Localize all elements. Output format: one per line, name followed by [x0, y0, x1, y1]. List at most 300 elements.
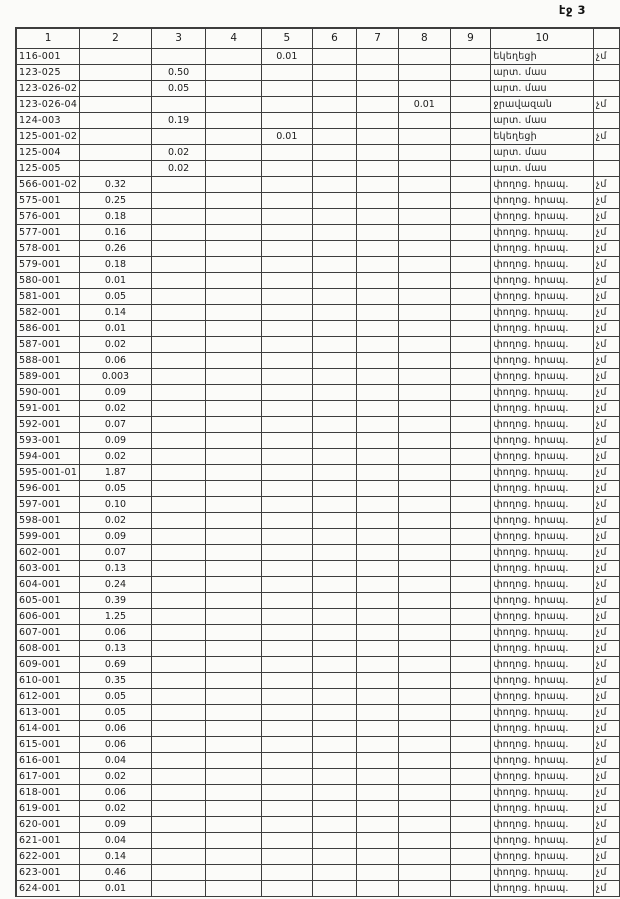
empty-cell: [261, 64, 312, 80]
parcel-code-cell: 588-001: [16, 352, 80, 368]
empty-cell: [398, 624, 450, 640]
land-use-cell: եկեղեցի: [491, 128, 594, 144]
empty-cell: [357, 112, 399, 128]
empty-cell: [450, 160, 491, 176]
empty-cell: [450, 560, 491, 576]
empty-cell: [398, 848, 450, 864]
margin-note: չմ: [594, 48, 620, 64]
table-row: [16, 192, 620, 208]
margin-note: չմ: [594, 848, 620, 864]
empty-cell: [206, 464, 262, 480]
empty-cell: [206, 656, 262, 672]
empty-cell: [312, 864, 357, 880]
empty-cell: [206, 80, 262, 96]
empty-cell: [312, 176, 357, 192]
empty-cell: [357, 720, 399, 736]
parcel-code-cell: 124-003: [16, 112, 80, 128]
empty-cell: [206, 336, 262, 352]
empty-cell: [206, 144, 262, 160]
column-header: 4: [206, 28, 262, 48]
empty-cell: [398, 496, 450, 512]
empty-cell: [261, 368, 312, 384]
empty-cell: [261, 224, 312, 240]
empty-cell: [261, 304, 312, 320]
land-use-cell: փողոց. հրապ.: [491, 608, 594, 624]
column-header: 5: [261, 28, 312, 48]
empty-cell: [357, 144, 399, 160]
empty-cell: [151, 848, 206, 864]
empty-cell: [312, 672, 357, 688]
table-row: [16, 80, 620, 96]
empty-cell: [312, 368, 357, 384]
column-header: 8: [398, 28, 450, 48]
empty-cell: [312, 96, 357, 112]
empty-cell: [80, 160, 152, 176]
land-use-cell: փողոց. հրապ.: [491, 640, 594, 656]
area-value-cell: 1.25: [80, 608, 152, 624]
empty-cell: [450, 672, 491, 688]
land-use-cell: փողոց. հրապ.: [491, 400, 594, 416]
parcel-code-cell: 607-001: [16, 624, 80, 640]
parcel-code-cell: 566-001-02: [16, 176, 80, 192]
margin-note: չմ: [594, 400, 620, 416]
empty-cell: [398, 304, 450, 320]
empty-cell: [261, 464, 312, 480]
table-row: [16, 272, 620, 288]
empty-cell: [357, 176, 399, 192]
empty-cell: [206, 752, 262, 768]
land-use-cell: արտ. մաս: [491, 144, 594, 160]
margin-note: չմ: [594, 448, 620, 464]
table-row: [16, 608, 620, 624]
empty-cell: [206, 480, 262, 496]
empty-cell: [261, 336, 312, 352]
empty-cell: [151, 128, 206, 144]
margin-note: չմ: [594, 656, 620, 672]
table-row: [16, 848, 620, 864]
parcel-code-cell: 598-001: [16, 512, 80, 528]
empty-cell: [312, 800, 357, 816]
empty-cell: [312, 320, 357, 336]
margin-note: չմ: [594, 320, 620, 336]
area-value-cell: 0.01: [80, 880, 152, 896]
area-value-cell: 0.13: [80, 560, 152, 576]
land-use-cell: փողոց. հրապ.: [491, 560, 594, 576]
parcel-code-cell: 594-001: [16, 448, 80, 464]
empty-cell: [261, 544, 312, 560]
empty-cell: [357, 288, 399, 304]
parcel-code-cell: 624-001: [16, 880, 80, 896]
empty-cell: [450, 864, 491, 880]
empty-cell: [151, 704, 206, 720]
page-number: էջ 3: [558, 3, 586, 17]
empty-cell: [398, 416, 450, 432]
empty-cell: [398, 224, 450, 240]
area-value-cell: 0.06: [80, 352, 152, 368]
empty-cell: [357, 736, 399, 752]
area-value-cell: 0.18: [80, 256, 152, 272]
empty-cell: [312, 720, 357, 736]
land-use-cell: փողոց. հրապ.: [491, 720, 594, 736]
empty-cell: [312, 304, 357, 320]
table-row: [16, 144, 620, 160]
empty-cell: [398, 656, 450, 672]
area-value-cell: 0.09: [80, 432, 152, 448]
land-use-cell: արտ. մաս: [491, 64, 594, 80]
empty-cell: [357, 704, 399, 720]
margin-note: չմ: [594, 352, 620, 368]
margin-note: չմ: [594, 736, 620, 752]
empty-cell: [357, 496, 399, 512]
margin-note: չմ: [594, 560, 620, 576]
parcel-code-cell: 579-001: [16, 256, 80, 272]
empty-cell: [312, 240, 357, 256]
area-value-cell: 1.87: [80, 464, 152, 480]
empty-cell: [151, 192, 206, 208]
empty-cell: [357, 448, 399, 464]
table-row: [16, 448, 620, 464]
empty-cell: [312, 480, 357, 496]
empty-cell: [450, 624, 491, 640]
empty-cell: [357, 320, 399, 336]
table-row: [16, 384, 620, 400]
land-use-cell: փողոց. հրապ.: [491, 512, 594, 528]
parcel-code-cell: 581-001: [16, 288, 80, 304]
area-value-cell: 0.01: [261, 48, 312, 64]
empty-cell: [206, 448, 262, 464]
margin-note: չմ: [594, 416, 620, 432]
empty-cell: [357, 560, 399, 576]
empty-cell: [450, 320, 491, 336]
empty-cell: [206, 576, 262, 592]
empty-cell: [450, 128, 491, 144]
empty-cell: [312, 880, 357, 896]
column-header: 6: [312, 28, 357, 48]
empty-cell: [206, 672, 262, 688]
empty-cell: [151, 416, 206, 432]
empty-cell: [261, 480, 312, 496]
land-use-cell: փողոց. հրապ.: [491, 864, 594, 880]
land-use-cell: փողոց. հրապ.: [491, 624, 594, 640]
land-use-cell: փողոց. հրապ.: [491, 288, 594, 304]
empty-cell: [357, 416, 399, 432]
empty-cell: [261, 656, 312, 672]
margin-note: չմ: [594, 704, 620, 720]
parcel-code-cell: 590-001: [16, 384, 80, 400]
margin-note: չմ: [594, 784, 620, 800]
margin-note: չմ: [594, 432, 620, 448]
parcel-code-cell: 123-026-02: [16, 80, 80, 96]
empty-cell: [151, 608, 206, 624]
empty-cell: [312, 64, 357, 80]
empty-cell: [80, 48, 152, 64]
parcel-code-cell: 597-001: [16, 496, 80, 512]
margin-note: չմ: [594, 336, 620, 352]
empty-cell: [206, 864, 262, 880]
empty-cell: [206, 400, 262, 416]
empty-cell: [450, 528, 491, 544]
table-row: [16, 656, 620, 672]
empty-cell: [357, 64, 399, 80]
column-header: 9: [450, 28, 491, 48]
parcel-code-cell: 599-001: [16, 528, 80, 544]
parcel-code-cell: 123-026-04: [16, 96, 80, 112]
empty-cell: [151, 432, 206, 448]
area-value-cell: 0.01: [398, 96, 450, 112]
empty-cell: [151, 592, 206, 608]
empty-cell: [450, 176, 491, 192]
area-value-cell: 0.13: [80, 640, 152, 656]
empty-cell: [312, 656, 357, 672]
parcel-code-cell: 620-001: [16, 816, 80, 832]
empty-cell: [450, 256, 491, 272]
empty-cell: [357, 480, 399, 496]
empty-cell: [261, 384, 312, 400]
table-row: [16, 800, 620, 816]
empty-cell: [261, 432, 312, 448]
margin-note: չմ: [594, 304, 620, 320]
parcel-code-cell: 608-001: [16, 640, 80, 656]
empty-cell: [312, 336, 357, 352]
area-value-cell: 0.06: [80, 736, 152, 752]
margin-note: չմ: [594, 688, 620, 704]
empty-cell: [151, 464, 206, 480]
empty-cell: [450, 752, 491, 768]
empty-cell: [151, 752, 206, 768]
empty-cell: [151, 368, 206, 384]
table-row: [16, 544, 620, 560]
empty-cell: [261, 192, 312, 208]
empty-cell: [357, 656, 399, 672]
area-value-cell: 0.07: [80, 544, 152, 560]
margin-note: չմ: [594, 528, 620, 544]
empty-cell: [357, 336, 399, 352]
land-use-cell: փողոց. հրապ.: [491, 688, 594, 704]
empty-cell: [398, 160, 450, 176]
margin-note: չմ: [594, 640, 620, 656]
empty-cell: [206, 384, 262, 400]
empty-cell: [450, 304, 491, 320]
empty-cell: [206, 272, 262, 288]
area-value-cell: 0.24: [80, 576, 152, 592]
area-value-cell: 0.32: [80, 176, 152, 192]
empty-cell: [357, 688, 399, 704]
empty-cell: [398, 272, 450, 288]
table-row: [16, 240, 620, 256]
column-header: 2: [80, 28, 152, 48]
margin-note: [594, 144, 620, 160]
empty-cell: [261, 816, 312, 832]
empty-cell: [151, 672, 206, 688]
land-use-cell: փողոց. հրապ.: [491, 464, 594, 480]
empty-cell: [151, 832, 206, 848]
parcel-code-cell: 612-001: [16, 688, 80, 704]
empty-cell: [206, 128, 262, 144]
empty-cell: [261, 768, 312, 784]
parcel-code-cell: 576-001: [16, 208, 80, 224]
empty-cell: [312, 576, 357, 592]
empty-cell: [261, 576, 312, 592]
empty-cell: [450, 496, 491, 512]
table-row: [16, 816, 620, 832]
empty-cell: [261, 528, 312, 544]
empty-cell: [261, 672, 312, 688]
empty-cell: [450, 640, 491, 656]
empty-cell: [357, 224, 399, 240]
empty-cell: [398, 528, 450, 544]
margin-note: չմ: [594, 672, 620, 688]
area-value-cell: 0.16: [80, 224, 152, 240]
empty-cell: [206, 320, 262, 336]
area-value-cell: 0.06: [80, 720, 152, 736]
table-row: [16, 592, 620, 608]
empty-cell: [261, 736, 312, 752]
empty-cell: [398, 176, 450, 192]
empty-cell: [206, 800, 262, 816]
empty-cell: [206, 704, 262, 720]
empty-cell: [398, 256, 450, 272]
empty-cell: [357, 672, 399, 688]
empty-cell: [398, 64, 450, 80]
empty-cell: [80, 80, 152, 96]
empty-cell: [151, 688, 206, 704]
margin-note: չմ: [594, 544, 620, 560]
empty-cell: [312, 80, 357, 96]
area-value-cell: 0.39: [80, 592, 152, 608]
table-row: [16, 864, 620, 880]
empty-cell: [312, 112, 357, 128]
empty-cell: [398, 640, 450, 656]
empty-cell: [206, 240, 262, 256]
land-use-cell: փողոց. հրապ.: [491, 544, 594, 560]
empty-cell: [450, 480, 491, 496]
area-value-cell: 0.06: [80, 784, 152, 800]
empty-cell: [261, 720, 312, 736]
empty-cell: [151, 224, 206, 240]
margin-note: [594, 112, 620, 128]
empty-cell: [357, 816, 399, 832]
empty-cell: [312, 288, 357, 304]
table-row: [16, 784, 620, 800]
land-use-cell: փողոց. հրապ.: [491, 672, 594, 688]
empty-cell: [151, 640, 206, 656]
empty-cell: [312, 544, 357, 560]
empty-cell: [261, 880, 312, 896]
empty-cell: [450, 848, 491, 864]
empty-cell: [206, 816, 262, 832]
empty-cell: [450, 416, 491, 432]
empty-cell: [312, 400, 357, 416]
margin-note: չմ: [594, 96, 620, 112]
column-header: 7: [357, 28, 399, 48]
parcel-code-cell: 613-001: [16, 704, 80, 720]
empty-cell: [398, 128, 450, 144]
empty-cell: [357, 608, 399, 624]
parcel-code-cell: 606-001: [16, 608, 80, 624]
empty-cell: [261, 624, 312, 640]
empty-cell: [450, 336, 491, 352]
margin-note: չմ: [594, 288, 620, 304]
empty-cell: [450, 592, 491, 608]
empty-cell: [312, 144, 357, 160]
area-value-cell: 0.09: [80, 384, 152, 400]
empty-cell: [151, 256, 206, 272]
empty-cell: [261, 640, 312, 656]
empty-cell: [312, 736, 357, 752]
table-row: [16, 432, 620, 448]
table-row: [16, 672, 620, 688]
margin-note: չմ: [594, 192, 620, 208]
empty-cell: [206, 736, 262, 752]
parcel-code-cell: 586-001: [16, 320, 80, 336]
parcel-code-cell: 621-001: [16, 832, 80, 848]
parcel-code-cell: 602-001: [16, 544, 80, 560]
parcel-code-cell: 582-001: [16, 304, 80, 320]
area-value-cell: 0.02: [80, 336, 152, 352]
parcel-code-cell: 605-001: [16, 592, 80, 608]
land-use-cell: փողոց. հրապ.: [491, 432, 594, 448]
area-value-cell: 0.01: [261, 128, 312, 144]
area-value-cell: 0.04: [80, 752, 152, 768]
empty-cell: [450, 288, 491, 304]
empty-cell: [206, 176, 262, 192]
margin-note: չմ: [594, 512, 620, 528]
empty-cell: [151, 272, 206, 288]
empty-cell: [312, 752, 357, 768]
land-use-cell: փողոց. հրապ.: [491, 176, 594, 192]
parcel-code-cell: 589-001: [16, 368, 80, 384]
land-use-cell: փողոց. հրապ.: [491, 736, 594, 752]
empty-cell: [450, 48, 491, 64]
empty-cell: [151, 448, 206, 464]
empty-cell: [357, 192, 399, 208]
margin-note: չմ: [594, 752, 620, 768]
empty-cell: [206, 688, 262, 704]
parcel-code-cell: 596-001: [16, 480, 80, 496]
area-value-cell: 0.02: [80, 400, 152, 416]
empty-cell: [357, 368, 399, 384]
table-row: [16, 880, 620, 896]
empty-cell: [398, 144, 450, 160]
empty-cell: [357, 640, 399, 656]
empty-cell: [312, 384, 357, 400]
empty-cell: [206, 208, 262, 224]
land-use-cell: փողոց. հրապ.: [491, 368, 594, 384]
empty-cell: [450, 352, 491, 368]
empty-cell: [206, 352, 262, 368]
margin-note: [594, 80, 620, 96]
empty-cell: [398, 880, 450, 896]
empty-cell: [312, 256, 357, 272]
margin-note: չմ: [594, 800, 620, 816]
empty-cell: [450, 224, 491, 240]
table-row: [16, 48, 620, 64]
empty-cell: [206, 256, 262, 272]
empty-cell: [151, 400, 206, 416]
empty-cell: [357, 128, 399, 144]
margin-note: չմ: [594, 240, 620, 256]
area-value-cell: 0.14: [80, 848, 152, 864]
empty-cell: [80, 112, 152, 128]
empty-cell: [398, 240, 450, 256]
margin-note: չմ: [594, 864, 620, 880]
empty-cell: [357, 256, 399, 272]
empty-cell: [398, 816, 450, 832]
empty-cell: [206, 112, 262, 128]
parcel-code-cell: 591-001: [16, 400, 80, 416]
empty-cell: [357, 544, 399, 560]
empty-cell: [261, 608, 312, 624]
